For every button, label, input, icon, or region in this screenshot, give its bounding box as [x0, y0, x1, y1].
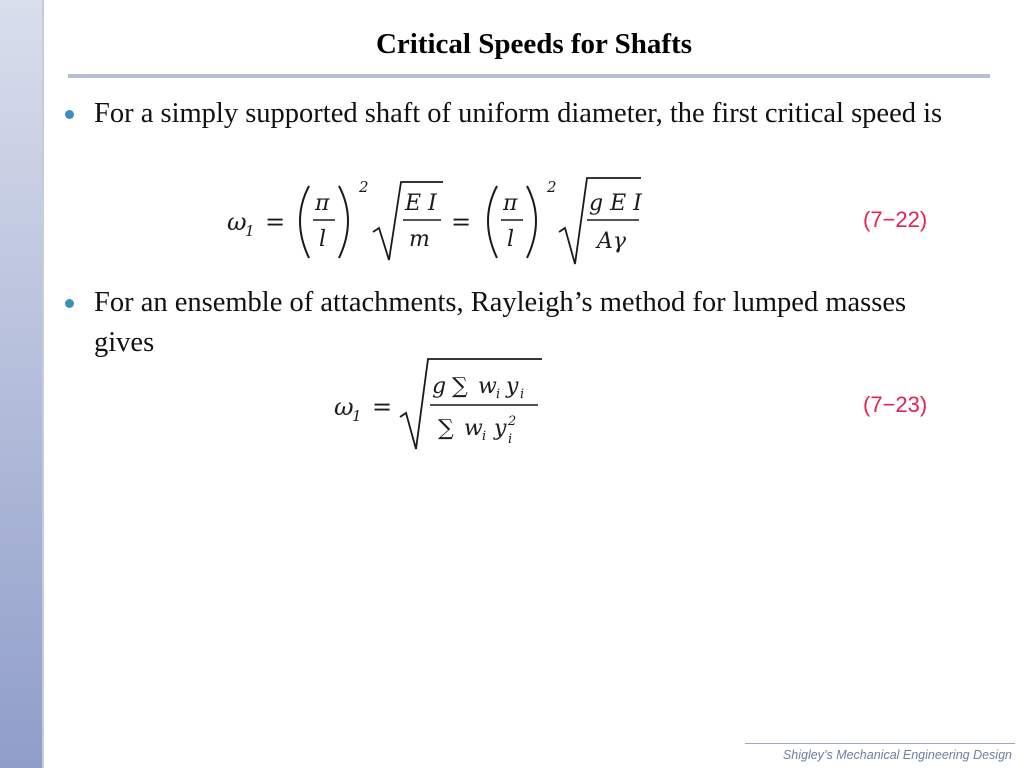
bullet-1 [62, 94, 962, 134]
left-bar-edge [42, 0, 44, 768]
svg-text:g: g [432, 374, 447, 399]
svg-text:∑: ∑ [438, 416, 454, 441]
svg-text:w: w [464, 416, 483, 441]
svg-text:1: 1 [245, 222, 255, 240]
bullet-2-text: For an ensemble of attachments, Rayleigh’s method for lumped masses gives [94, 287, 907, 358]
svg-text:m: m [409, 227, 430, 252]
svg-text:i: i [508, 432, 513, 447]
svg-text:2: 2 [359, 178, 369, 196]
svg-text:i: i [520, 387, 525, 402]
svg-text:l: l [319, 227, 327, 252]
svg-text:y: y [506, 374, 519, 399]
svg-text:i: i [482, 429, 487, 444]
svg-text:ω: ω [227, 208, 247, 236]
left-decorative-bar [0, 0, 42, 768]
svg-text:π: π [315, 191, 330, 216]
svg-text:=: = [372, 393, 393, 421]
bullet-1-text: For a simply supported shaft of uniform diameter, the first critical speed is [94, 98, 943, 129]
svg-text:π: π [503, 191, 518, 216]
equation-label-7-23: (7−23) [863, 392, 928, 417]
slide-title: Critical Speeds for Shafts [375, 28, 693, 60]
svg-text:g E I: g E I [589, 191, 642, 216]
svg-text:=: = [265, 208, 286, 236]
svg-text:2: 2 [508, 414, 517, 429]
svg-text:∑: ∑ [452, 374, 468, 399]
svg-text:Aγ: Aγ [597, 229, 627, 254]
footer-text: Shigley’s Mechanical Engineering Design [782, 748, 1012, 762]
equation-7-23 [330, 355, 560, 455]
svg-text:y: y [494, 416, 507, 441]
svg-text:i: i [496, 387, 501, 402]
svg-text:l: l [507, 227, 515, 252]
title-underline [68, 74, 990, 78]
svg-text:2: 2 [547, 178, 557, 196]
equation-7-22 [225, 172, 655, 268]
svg-text:w: w [478, 374, 497, 399]
svg-text:E I: E I [405, 191, 437, 216]
equation-label-7-22: (7−22) [863, 207, 928, 232]
svg-text:=: = [451, 208, 472, 236]
svg-text:ω: ω [334, 393, 354, 421]
svg-text:1: 1 [352, 407, 362, 425]
bullet-dot-icon [65, 110, 74, 119]
footer-rule [745, 743, 1015, 744]
bullet-dot-icon [65, 299, 74, 308]
bullet-2 [62, 283, 962, 363]
